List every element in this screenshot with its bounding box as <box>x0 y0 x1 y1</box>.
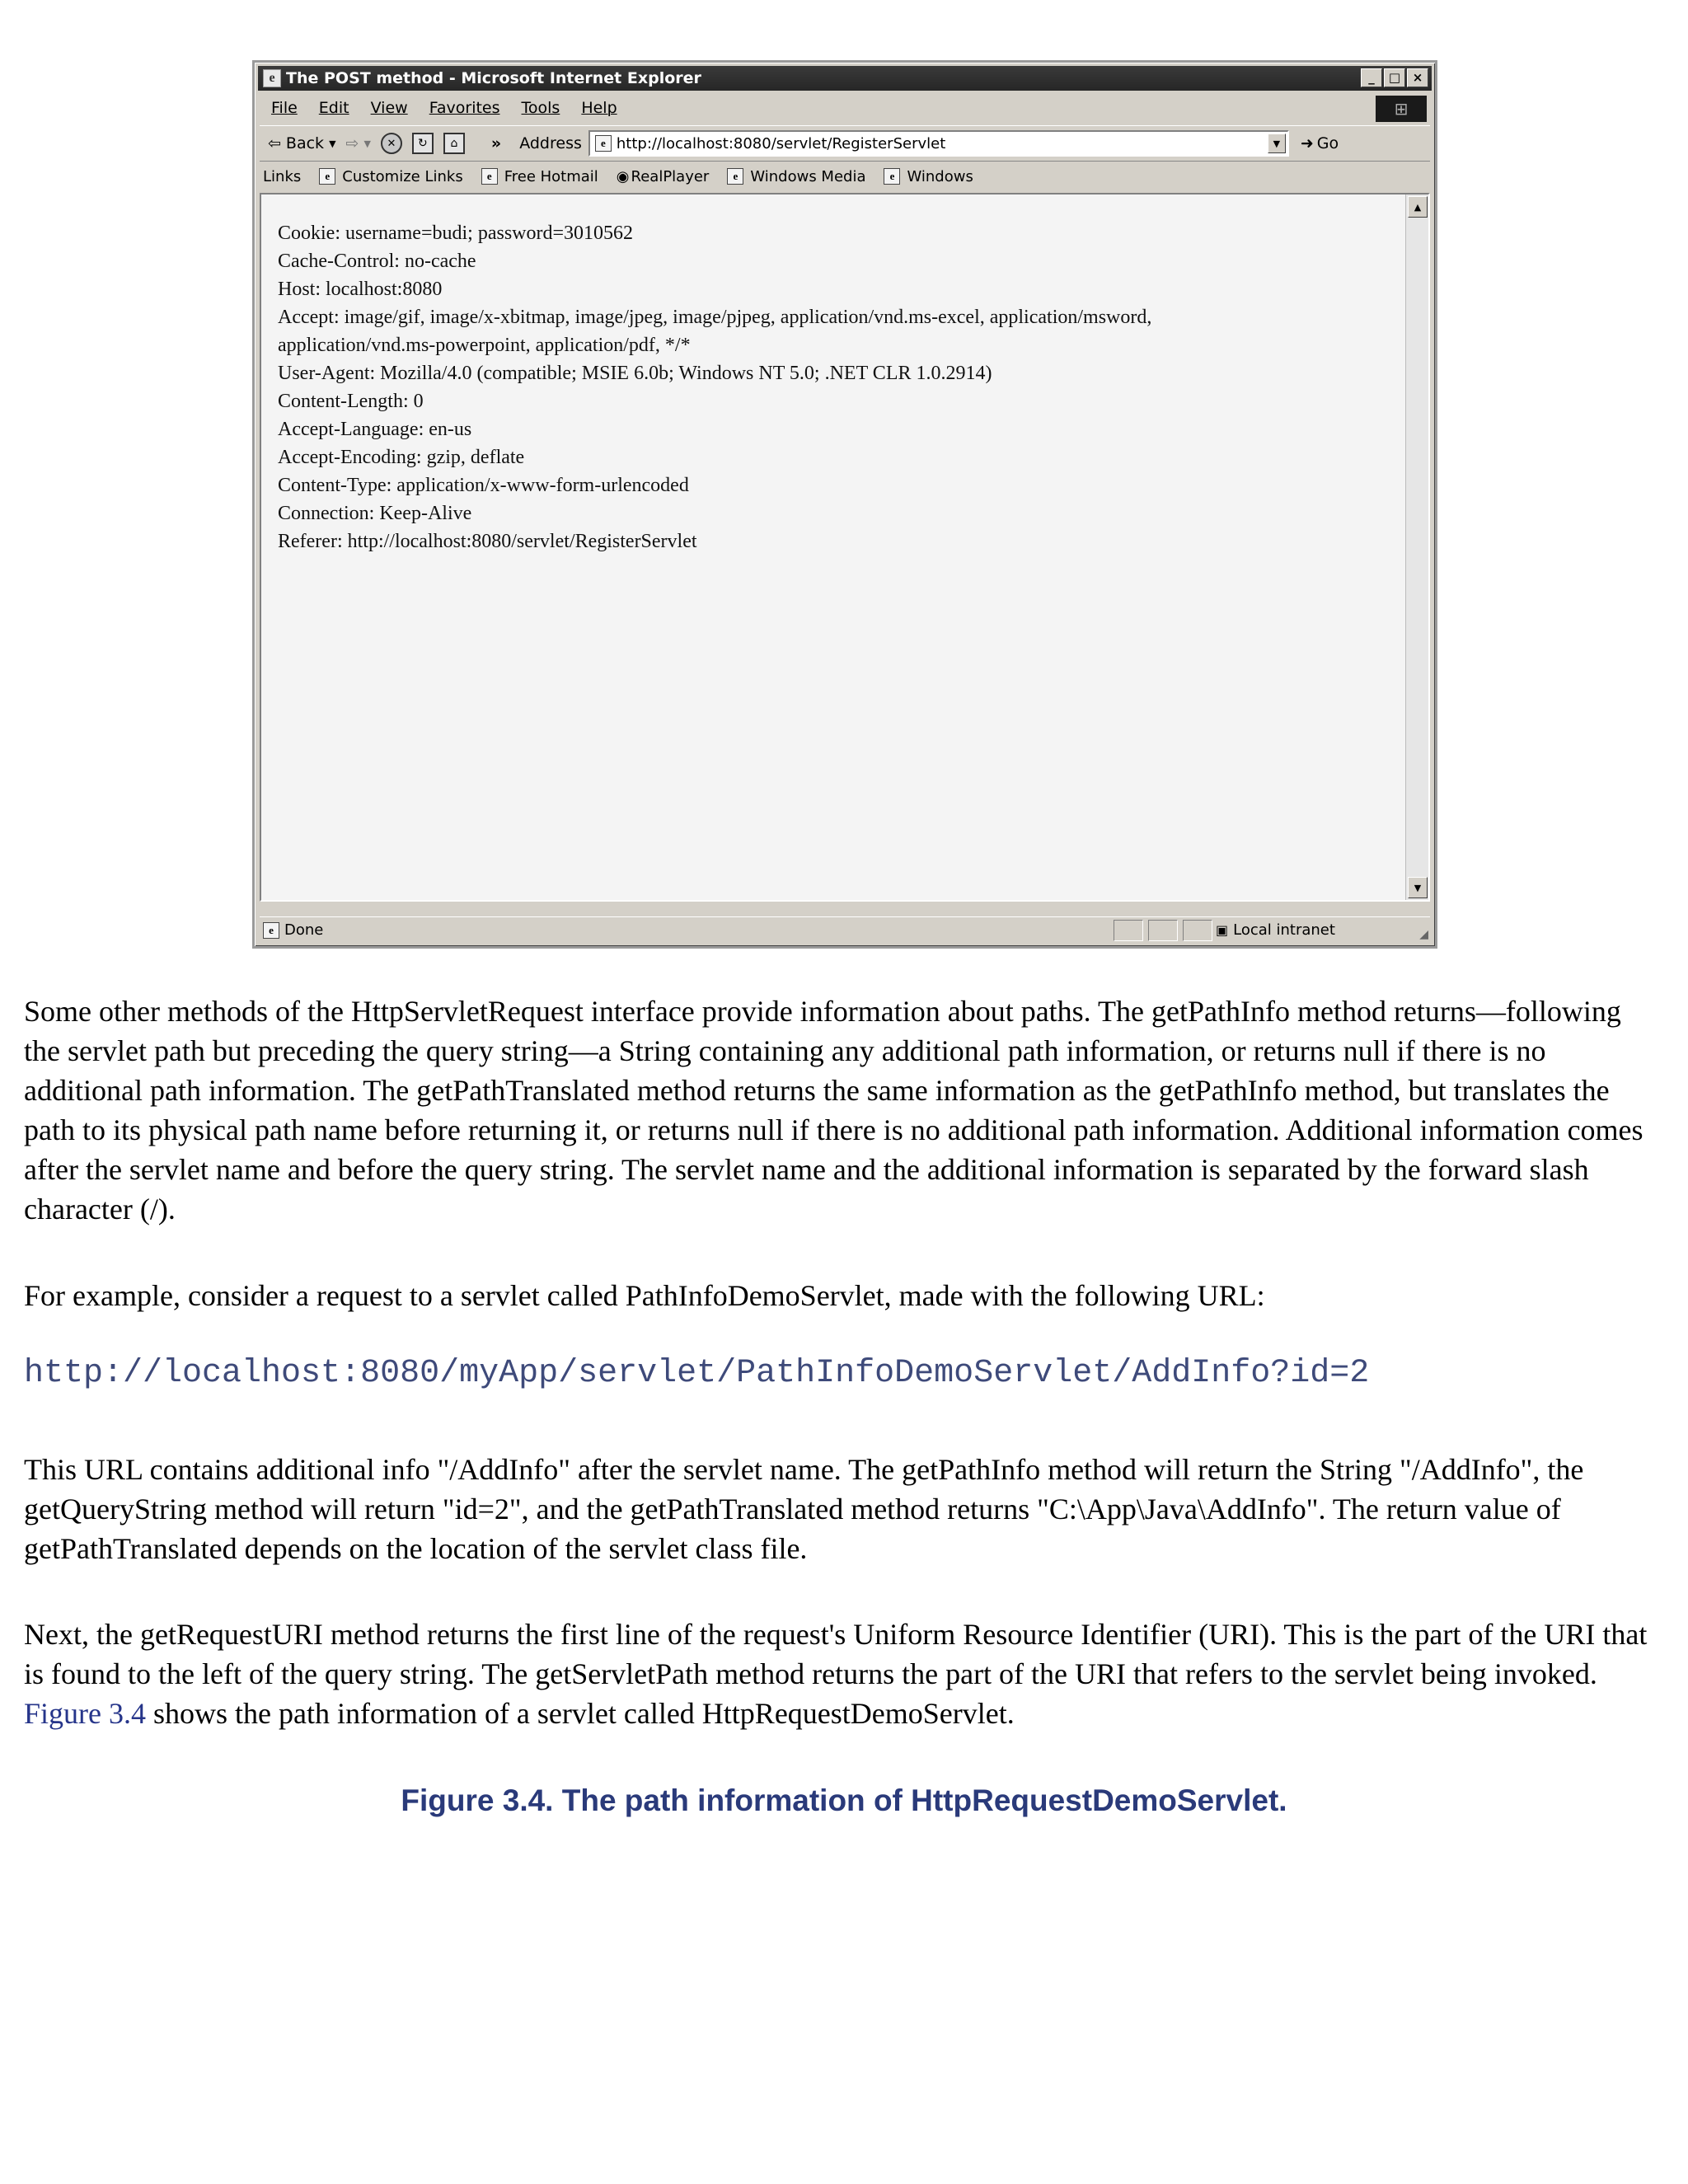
menu-file[interactable]: File <box>271 99 298 117</box>
page-icon: e <box>595 135 612 152</box>
forward-button[interactable] <box>346 134 371 152</box>
link-windows[interactable] <box>884 168 973 185</box>
scroll-down-icon[interactable]: ▼ <box>1408 877 1428 898</box>
status-cell <box>1148 920 1178 941</box>
standard-toolbar <box>260 125 1430 162</box>
example-url: http://localhost:8080/myApp/servlet/PathInfoDemoServlet/AddInfo?id=2 <box>24 1355 1370 1392</box>
page-content <box>260 193 1430 902</box>
menu-view[interactable]: View <box>370 99 408 117</box>
menu-favorites[interactable]: Favorites <box>429 99 500 117</box>
paragraph-text: shows the path information of a servlet called HttpRequestDemoServlet. <box>146 1697 1015 1730</box>
back-dropdown-icon: ▼ <box>329 138 336 149</box>
paragraph-text: Next, the getRequestURI method returns the first line of the request's Uniform Resource Identifier (URI). This is the part of the URI that is found to the left of the query string. The getServletPath method returns the part of the URI that refers to the servlet being invoked. <box>24 1618 1648 1690</box>
paragraph-url-explanation: This URL contains additional info "/AddInfo" after the servlet name. The getPathInfo method will return the String "/AddInfo", the getQueryString method will return "id=2", and the getPathTranslated method returns "C:\App\Java\AddInfo". The return value of getPathTranslated depends on the location of the servlet class file. <box>24 1453 1584 1565</box>
window-title: The POST method - Microsoft Internet Explorer <box>286 69 701 87</box>
refresh-button[interactable] <box>412 133 434 154</box>
address-label: Address <box>519 134 582 152</box>
request-headers <box>278 219 1395 555</box>
realplayer-icon: ◉ <box>616 167 630 185</box>
paragraph-example-intro: For example, consider a request to a servlet called PathInfoDemoServlet, made with the following URL: <box>24 1279 1265 1312</box>
address-bar[interactable] <box>588 130 1289 157</box>
refresh-icon: ↻ <box>412 133 434 154</box>
toolbar-chevron[interactable]: » <box>490 134 502 152</box>
title-bar <box>258 66 1432 91</box>
zone-text: Local intranet <box>1233 921 1335 939</box>
link-free-hotmail[interactable] <box>481 168 598 185</box>
header-line: Accept: image/gif, image/x-xbitmap, image/jpeg, image/pjpeg, application/vnd.ms-excel, application/msword, <box>278 307 1152 328</box>
link-label: RealPlayer <box>631 167 710 185</box>
go-button[interactable] <box>1301 134 1339 152</box>
status-cell <box>1114 920 1143 941</box>
link-label: Windows Media <box>750 167 866 185</box>
intranet-icon: ▣ <box>1216 922 1229 938</box>
link-windows-media[interactable] <box>727 168 865 185</box>
header-line: Content-Length: 0 <box>278 391 424 412</box>
header-line: Accept-Language: en-us <box>278 419 472 440</box>
windows-logo-icon: ⊞ <box>1376 96 1427 122</box>
status-text: Done <box>284 921 324 939</box>
paragraph-path-methods: Some other methods of the HttpServletRequest interface provide information about paths. The getPathInfo method returns—following the servlet path but preceding the query string—a String containing any additional path information, or returns null if there is no additional path information. The getPathTranslated method returns the same information as the getPathInfo method, but translates the path to its physical path name before returning it, or returns null if there is no additional path information. Additional information comes after the servlet name and before the query string. The servlet name and the additional information is separated by the forward slash character (/). <box>24 995 1643 1226</box>
menu-edit[interactable]: Edit <box>318 99 349 117</box>
header-line: Connection: Keep-Alive <box>278 503 472 524</box>
header-line: Cookie: username=budi; password=3010562 <box>278 223 634 244</box>
home-icon: ⌂ <box>443 133 465 154</box>
page-icon: e <box>884 168 900 185</box>
minimize-button[interactable]: _ <box>1361 68 1382 87</box>
header-line: Content-Type: application/x-www-form-urlencoded <box>278 475 689 496</box>
vertical-scrollbar[interactable] <box>1405 194 1428 900</box>
header-line: application/vnd.ms-powerpoint, application/pdf, */* <box>278 335 691 356</box>
page-icon: e <box>319 168 335 185</box>
ie-icon: e <box>263 69 281 87</box>
scroll-up-icon[interactable]: ▲ <box>1408 196 1428 218</box>
go-label: Go <box>1316 134 1339 152</box>
figure-caption: Figure 3.4. The path information of HttpRequestDemoServlet. <box>401 1783 1287 1817</box>
stop-icon: ✕ <box>381 133 402 154</box>
paragraph-request-uri <box>24 1615 1664 1733</box>
link-realplayer[interactable] <box>617 168 710 185</box>
page-icon: e <box>481 168 498 185</box>
link-label: Windows <box>907 167 973 185</box>
address-dropdown-icon[interactable]: ▼ <box>1268 134 1286 153</box>
links-label: Links <box>263 167 302 185</box>
maximize-button[interactable]: □ <box>1384 68 1405 87</box>
go-arrow-icon: ➜ <box>1300 134 1314 152</box>
browser-window-screenshot <box>252 60 1437 949</box>
menu-help[interactable]: Help <box>581 99 617 117</box>
security-zone <box>1216 921 1335 939</box>
menu-bar <box>260 94 1430 122</box>
link-label: Free Hotmail <box>504 167 598 185</box>
header-line: Cache-Control: no-cache <box>278 251 476 272</box>
window-controls <box>1361 68 1428 87</box>
header-line: Referer: http://localhost:8080/servlet/RegisterServlet <box>278 531 697 552</box>
page-icon: e <box>727 168 743 185</box>
forward-arrow-icon: ⇨ <box>345 134 359 152</box>
stop-button[interactable] <box>381 133 402 154</box>
back-button[interactable] <box>268 134 336 152</box>
menu-tools[interactable]: Tools <box>521 99 560 117</box>
back-label: Back <box>285 134 325 152</box>
header-line: Host: localhost:8080 <box>278 279 443 300</box>
forward-dropdown-icon: ▼ <box>363 138 371 149</box>
back-arrow-icon: ⇦ <box>268 134 281 152</box>
status-cell <box>1183 920 1212 941</box>
home-button[interactable] <box>443 133 465 154</box>
address-url: http://localhost:8080/servlet/RegisterServlet <box>616 134 946 152</box>
close-button[interactable]: × <box>1407 68 1428 87</box>
figure-link[interactable]: Figure 3.4 <box>24 1697 146 1730</box>
page-icon: e <box>263 922 279 939</box>
link-customize-links[interactable] <box>319 168 462 185</box>
status-bar <box>260 916 1430 943</box>
header-line: User-Agent: Mozilla/4.0 (compatible; MSIE 6.0b; Windows NT 5.0; .NET CLR 1.0.2914) <box>278 363 992 384</box>
link-label: Customize Links <box>342 167 463 185</box>
resize-grip-icon[interactable]: ◢ <box>1419 928 1428 941</box>
header-line: Accept-Encoding: gzip, deflate <box>278 447 525 468</box>
links-bar <box>260 163 1430 190</box>
